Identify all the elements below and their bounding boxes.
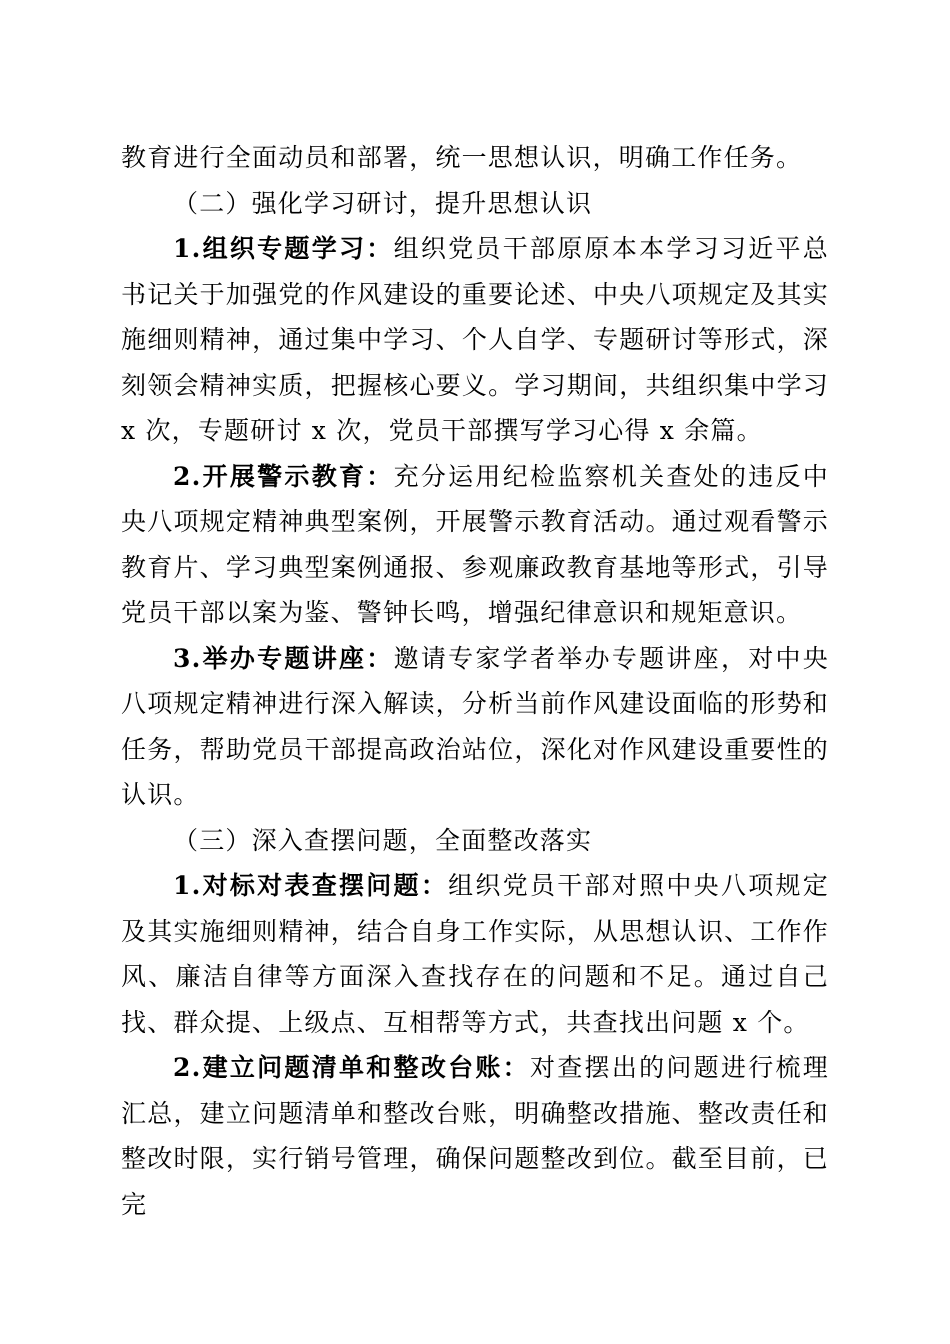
section2-item-3 [121,636,829,818]
item-lead: 3.举办专题讲座： [173,643,394,673]
item-text: 充分运用纪检监察机关查处的违反中央八项规定精神典型案例，开展警示教育活动。通过观看警示教育片、学习典型案例通报、参观廉政教育基地等形式，引导党员干部以案为鉴、警钟长鸣，增强纪律意识和规矩意识。 [121,461,829,627]
section3-item-1 [121,863,829,1045]
opening-text: 教育进行全面动员和部署，统一思想认识，明确工作任务。 [121,143,803,172]
opening-paragraph [121,135,829,181]
item-text: 对查摆出的问题进行梳理汇总，建立问题清单和整改台账，明确整改措施、整改责任和整改时限，实行销号管理，确保问题整改到位。截至目前，已完 [121,1053,829,1219]
item-text: 组织党员干部原原本本学习习近平总书记关于加强党的作风建设的重要论述、中央八项规定及其实施细则精神，通过集中学习、个人自学、专题研讨等形式，深刻领会精神实质，把握核心要义。学习期间，共组织集中学习 x 次，专题研讨 x 次，党员干部撰写学习心得 x 余篇。 [121,234,829,445]
item-text: 组织党员干部对照中央八项规定及其实施细则精神，结合自身工作实际，从思想认识、工作作风、廉洁自律等方面深入查找存在的问题和不足。通过自己找、群众提、上级点、互相帮等方式，共查找出问题 x 个。 [121,871,829,1037]
item-lead: 2.建立问题清单和整改台账： [173,1053,530,1082]
section-heading-3: （三）深入查摆问题，全面整改落实 [173,825,593,855]
section3-item-2 [121,1045,829,1227]
section2-item-2 [121,454,829,636]
document-body [121,135,829,1227]
item-lead: 1.组织专题学习： [173,234,394,263]
item-lead: 1.对标对表查摆问题： [173,871,449,900]
section-heading-2: （二）强化学习研讨，提升思想认识 [173,188,593,218]
item-lead: 2.开展警示教育： [173,461,394,491]
item-text: 邀请专家学者举办专题讲座，对中央八项规定精神进行深入解读，分析当前作风建设面临的形势和任务，帮助党员干部提高政治站位，深化对作风建设重要性的认识。 [121,643,829,809]
section2-item-1 [121,226,829,454]
